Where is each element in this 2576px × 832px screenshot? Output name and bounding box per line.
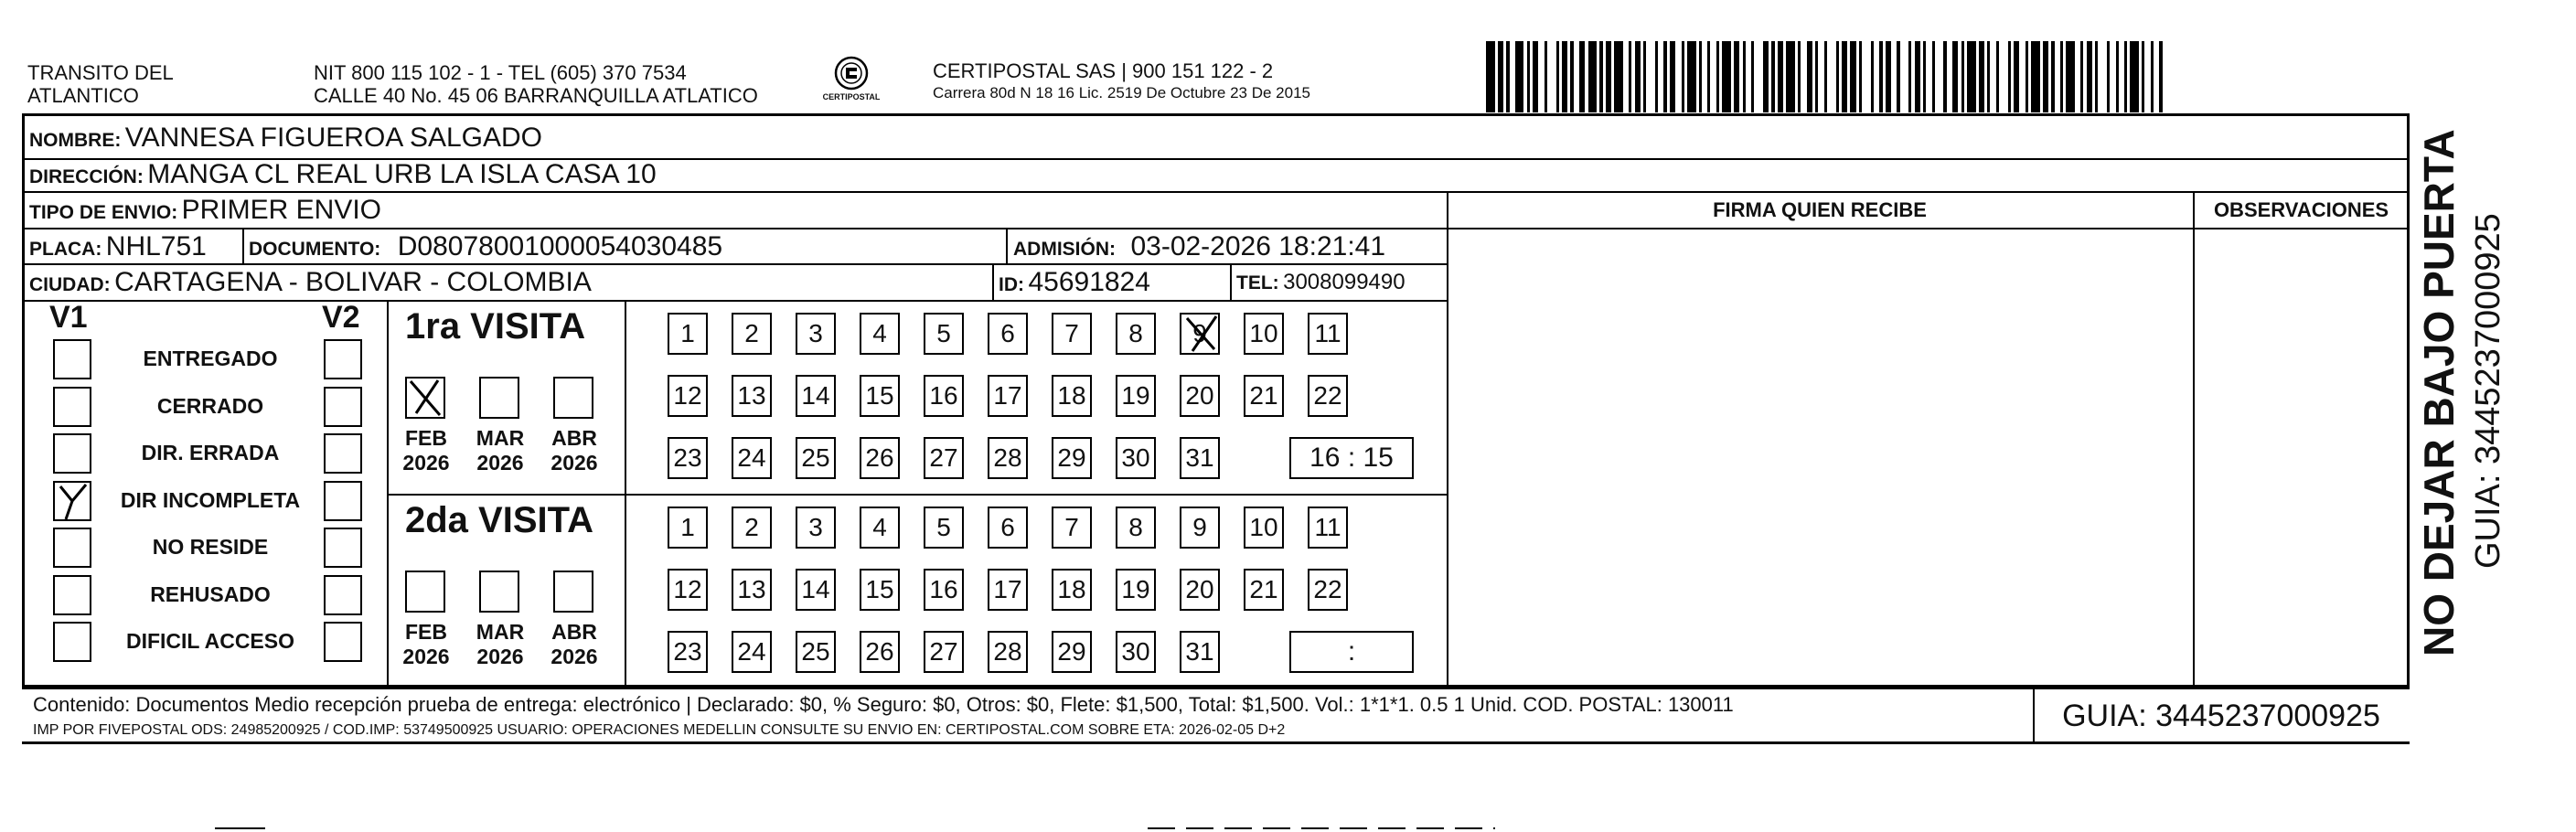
day-box[interactable] (732, 569, 772, 611)
day-box[interactable] (732, 375, 772, 417)
month-checkbox-mar[interactable] (479, 571, 519, 613)
visit-title: 2da VISITA (405, 500, 593, 540)
day-box[interactable] (732, 313, 772, 355)
cross-mark-icon (1181, 315, 1218, 353)
month-year: 2026 (402, 645, 450, 668)
day-box[interactable] (796, 507, 836, 549)
address-field (29, 159, 657, 195)
day-number: 6 (1000, 319, 1015, 347)
day-box[interactable] (1116, 631, 1156, 673)
day-number: 16 (929, 575, 958, 603)
status-label: CERRADO (156, 393, 264, 418)
day-box[interactable] (1052, 569, 1092, 611)
month-name: FEB (405, 620, 447, 644)
v2-checkbox[interactable] (324, 387, 362, 427)
day-number: 21 (1249, 575, 1278, 603)
tel-label: TEL: (1236, 272, 1279, 293)
day-number: 24 (737, 637, 766, 666)
day-number: 18 (1057, 575, 1086, 603)
id-label: ID: (999, 274, 1024, 295)
day-box[interactable] (924, 569, 964, 611)
day-number: 23 (673, 637, 702, 666)
courier-line: CERTIPOSTAL SAS | 900 151 122 - 2 (933, 59, 1274, 82)
day-number: 15 (865, 381, 894, 410)
document-field (249, 231, 722, 267)
day-box[interactable] (1308, 313, 1348, 355)
day-number: 2 (744, 513, 759, 541)
day-box[interactable] (988, 437, 1028, 479)
month-label (394, 620, 458, 669)
day-box[interactable] (1116, 569, 1156, 611)
day-number: 3 (808, 513, 823, 541)
day-number: 13 (737, 575, 766, 603)
day-number: 21 (1249, 381, 1278, 410)
day-box[interactable] (1052, 375, 1092, 417)
day-box[interactable] (796, 569, 836, 611)
day-box[interactable] (668, 437, 708, 479)
v1-checkbox[interactable] (53, 433, 91, 474)
issuer-address: CALLE 40 No. 45 06 BARRANQUILLA ATLATICO (314, 84, 758, 107)
day-box[interactable] (732, 507, 772, 549)
day-box[interactable] (1180, 631, 1220, 673)
day-number: 22 (1313, 381, 1342, 410)
day-number: 14 (801, 381, 830, 410)
month-year: 2026 (550, 645, 598, 668)
day-box[interactable] (1116, 375, 1156, 417)
month-label (468, 620, 532, 669)
day-box[interactable] (1116, 437, 1156, 479)
day-number: 30 (1121, 637, 1150, 666)
month-checkbox-abr[interactable] (553, 571, 593, 613)
id-field (999, 267, 1150, 303)
day-box[interactable] (860, 507, 900, 549)
visit-time-box[interactable]: : (1289, 631, 1414, 673)
status-label: REHUSADO (150, 581, 271, 606)
status-label: DIR INCOMPLETA (120, 487, 301, 512)
v1-checkbox[interactable] (53, 575, 91, 615)
day-box[interactable] (1308, 569, 1348, 611)
footer-guia: GUIA: 3445237000925 (2062, 699, 2380, 733)
day-box[interactable] (796, 313, 836, 355)
city: CARTAGENA - BOLIVAR - COLOMBIA (114, 267, 592, 297)
issuer-line-1: TRANSITO DEL (27, 61, 174, 84)
month-name: FEB (405, 426, 447, 450)
visit-time-box[interactable]: 16 : 15 (1289, 437, 1414, 479)
day-number: 26 (865, 443, 894, 472)
day-box[interactable] (860, 375, 900, 417)
issuer-name (27, 61, 174, 107)
month-year: 2026 (550, 451, 598, 475)
day-number: 19 (1121, 381, 1150, 410)
nit-line: NIT 800 115 102 - 1 - TEL (605) 370 7534 (314, 61, 687, 84)
day-number: 11 (1314, 319, 1341, 347)
v2-checkbox[interactable] (324, 481, 362, 521)
footer-contents: Contenido: Documentos Medio recepción prueba de entrega: electrónico | Declarado: $0, % Seguro: $0, Otros: $0, Flete: $1,500, Total: $1,500. Vol.: 1*1*1. 0.5 1 Unid. COD. POSTAL: 130011 (33, 693, 1734, 716)
shipment-type-label: TIPO DE ENVIO: (29, 202, 178, 223)
issuer-line-2: ATLANTICO (27, 84, 139, 107)
day-number: 30 (1121, 443, 1150, 472)
day-number: 19 (1121, 575, 1150, 603)
day-number: 29 (1057, 637, 1086, 666)
day-box[interactable] (860, 437, 900, 479)
day-box[interactable] (1116, 313, 1156, 355)
v1-checkbox[interactable] (53, 622, 91, 662)
v2-checkbox[interactable] (324, 622, 362, 662)
day-number: 28 (993, 443, 1022, 472)
v2-checkbox[interactable] (324, 433, 362, 474)
day-box[interactable] (1052, 631, 1092, 673)
day-number: 22 (1313, 575, 1342, 603)
day-number: 6 (1000, 513, 1015, 541)
day-number: 11 (1314, 513, 1341, 541)
day-number: 17 (993, 381, 1022, 410)
day-box[interactable] (732, 631, 772, 673)
day-number: 4 (872, 319, 887, 347)
day-box[interactable] (668, 631, 708, 673)
day-box[interactable] (796, 631, 836, 673)
issuer-contact (314, 61, 758, 107)
address-label: DIRECCIÓN: (29, 166, 144, 187)
observations-column-header: OBSERVACIONES (2213, 198, 2389, 221)
day-box[interactable] (988, 507, 1028, 549)
status-label: DIFICIL ACCESO (125, 629, 294, 653)
id-number: 45691824 (1028, 267, 1150, 297)
day-number: 17 (993, 575, 1022, 603)
day-box[interactable] (860, 569, 900, 611)
day-number: 31 (1185, 637, 1214, 666)
day-box[interactable] (988, 313, 1028, 355)
plate-field (29, 231, 207, 267)
admission-datetime: 03-02-2026 18:21:41 (1130, 231, 1386, 261)
v2-checkbox[interactable] (324, 528, 362, 568)
day-number: 10 (1249, 319, 1278, 347)
day-box[interactable] (860, 313, 900, 355)
month-name: ABR (551, 620, 597, 644)
month-year: 2026 (476, 645, 524, 668)
status-label: DIR. ERRADA (141, 441, 280, 464)
day-number: 7 (1064, 513, 1079, 541)
month-checkbox-feb[interactable] (405, 571, 445, 613)
day-number: 12 (673, 381, 702, 410)
day-number: 28 (993, 637, 1022, 666)
day-number: 23 (673, 443, 702, 472)
admission-field (1013, 231, 1385, 267)
day-box[interactable] (1308, 375, 1348, 417)
footer-print-info: IMP POR FIVEPOSTAL ODS: 24985200925 / COD.IMP: 53749500925 USUARIO: OPERACIONES MEDELLIN CONSULTE SU ENVIO EN: CERTIPOSTAL.COM SOBRE ETA: 2026-02-05 D+2 (33, 722, 1286, 738)
month-year: 2026 (402, 451, 450, 475)
day-box[interactable] (1244, 507, 1284, 549)
certipostal-logo (814, 53, 889, 110)
day-number: 1 (680, 513, 695, 541)
month-name: MAR (476, 426, 525, 450)
day-number: 12 (673, 575, 702, 603)
day-number: 26 (865, 637, 894, 666)
month-label (542, 620, 606, 669)
day-number: 14 (801, 575, 830, 603)
plate-label: PLACA: (29, 239, 102, 260)
v2-checkbox[interactable] (324, 575, 362, 615)
document-number: D08078001000054030485 (397, 231, 723, 261)
visit-title: 1ra VISITA (405, 306, 586, 347)
day-box[interactable] (668, 313, 708, 355)
cross-mark-icon (407, 379, 444, 417)
day-number: 29 (1057, 443, 1086, 472)
day-number: 18 (1057, 381, 1086, 410)
day-number: 27 (929, 443, 958, 472)
v1-checkbox[interactable] (53, 387, 91, 427)
status-label: NO RESIDE (152, 535, 269, 559)
day-number: 20 (1185, 575, 1214, 603)
month-name: ABR (551, 426, 597, 450)
day-box[interactable] (924, 313, 964, 355)
day-box[interactable] (1052, 507, 1092, 549)
day-box[interactable] (668, 375, 708, 417)
day-number: 5 (936, 319, 951, 347)
month-checkbox-feb[interactable] (405, 377, 445, 419)
plate-number: NHL751 (105, 231, 207, 261)
day-number: 31 (1185, 443, 1214, 472)
v1-checkbox[interactable] (53, 339, 91, 379)
day-number: 25 (801, 443, 830, 472)
day-box[interactable] (924, 631, 964, 673)
admission-label: ADMISIÓN: (1013, 239, 1116, 260)
city-label: CIUDAD: (29, 274, 111, 295)
recipient-address: MANGA CL REAL URB LA ISLA CASA 10 (147, 159, 657, 189)
month-year: 2026 (476, 451, 524, 475)
month-name: MAR (476, 620, 525, 644)
day-number: 24 (737, 443, 766, 472)
day-box[interactable] (988, 569, 1028, 611)
day-number: 3 (808, 319, 823, 347)
day-box[interactable] (1244, 375, 1284, 417)
day-number: 8 (1128, 319, 1143, 347)
day-number: 20 (1185, 381, 1214, 410)
license-line: Carrera 80d N 18 16 Lic. 2519 De Octubre 23 De 2015 (933, 84, 1310, 101)
day-number: 2 (744, 319, 759, 347)
day-box[interactable] (796, 437, 836, 479)
month-checkbox-abr[interactable] (553, 377, 593, 419)
day-number: 7 (1064, 319, 1079, 347)
day-box[interactable] (732, 437, 772, 479)
day-box[interactable] (668, 569, 708, 611)
day-box[interactable] (1244, 313, 1284, 355)
no-under-door-warning: NO DEJAR BAJO PUERTA (2415, 129, 2463, 656)
shipment-type: PRIMER ENVIO (181, 195, 382, 225)
day-box[interactable] (796, 375, 836, 417)
day-number: 9 (1192, 513, 1207, 541)
city-field (29, 267, 592, 303)
month-checkbox-mar[interactable] (479, 377, 519, 419)
day-box[interactable] (1308, 507, 1348, 549)
name-field (29, 123, 542, 158)
day-box[interactable] (1244, 569, 1284, 611)
day-box[interactable] (1180, 375, 1220, 417)
day-number: 8 (1128, 513, 1143, 541)
document-label: DOCUMENTO: (249, 239, 381, 260)
courier-info (933, 59, 1310, 102)
day-box[interactable] (924, 437, 964, 479)
name-label: NOMBRE: (29, 130, 122, 151)
recipient-name: VANNESA FIGUEROA SALGADO (124, 123, 543, 153)
day-box[interactable] (1116, 507, 1156, 549)
side-guia: GUIA: 3445237000925 (2469, 213, 2507, 569)
day-number: 10 (1249, 513, 1278, 541)
day-box[interactable] (988, 631, 1028, 673)
day-number: 27 (929, 637, 958, 666)
tel-field (1236, 267, 1406, 301)
v2-header: V2 (322, 300, 360, 335)
signature-column-header: FIRMA QUIEN RECIBE (1713, 198, 1927, 221)
v1-header: V1 (49, 300, 88, 335)
v2-checkbox[interactable] (324, 339, 362, 379)
day-box[interactable] (924, 375, 964, 417)
month-label (542, 426, 606, 475)
day-number: 16 (929, 381, 958, 410)
day-number: 1 (680, 319, 695, 347)
day-box[interactable] (1180, 313, 1220, 355)
day-box[interactable] (1180, 569, 1220, 611)
day-box[interactable] (988, 375, 1028, 417)
month-label (468, 426, 532, 475)
day-number: 9 (1192, 319, 1207, 347)
day-box[interactable] (924, 507, 964, 549)
day-number: 25 (801, 637, 830, 666)
day-box[interactable] (1052, 313, 1092, 355)
day-box[interactable] (1052, 437, 1092, 479)
day-box[interactable] (668, 507, 708, 549)
day-box[interactable] (860, 631, 900, 673)
day-number: 13 (737, 381, 766, 410)
logo-caption: CERTIPOSTAL (822, 92, 881, 101)
shipment-type-field (29, 195, 381, 230)
day-number: 5 (936, 513, 951, 541)
v1-checkbox[interactable] (53, 481, 91, 521)
day-number: 4 (872, 513, 887, 541)
day-box[interactable] (1180, 437, 1220, 479)
day-box[interactable] (1180, 507, 1220, 549)
status-label: ENTREGADO (143, 347, 278, 370)
day-number: 15 (865, 575, 894, 603)
tel-number: 3008099490 (1283, 270, 1406, 294)
v1-checkbox[interactable] (53, 528, 91, 568)
month-label (394, 426, 458, 475)
barcode (1486, 41, 2172, 112)
check-mark-icon (55, 483, 90, 519)
